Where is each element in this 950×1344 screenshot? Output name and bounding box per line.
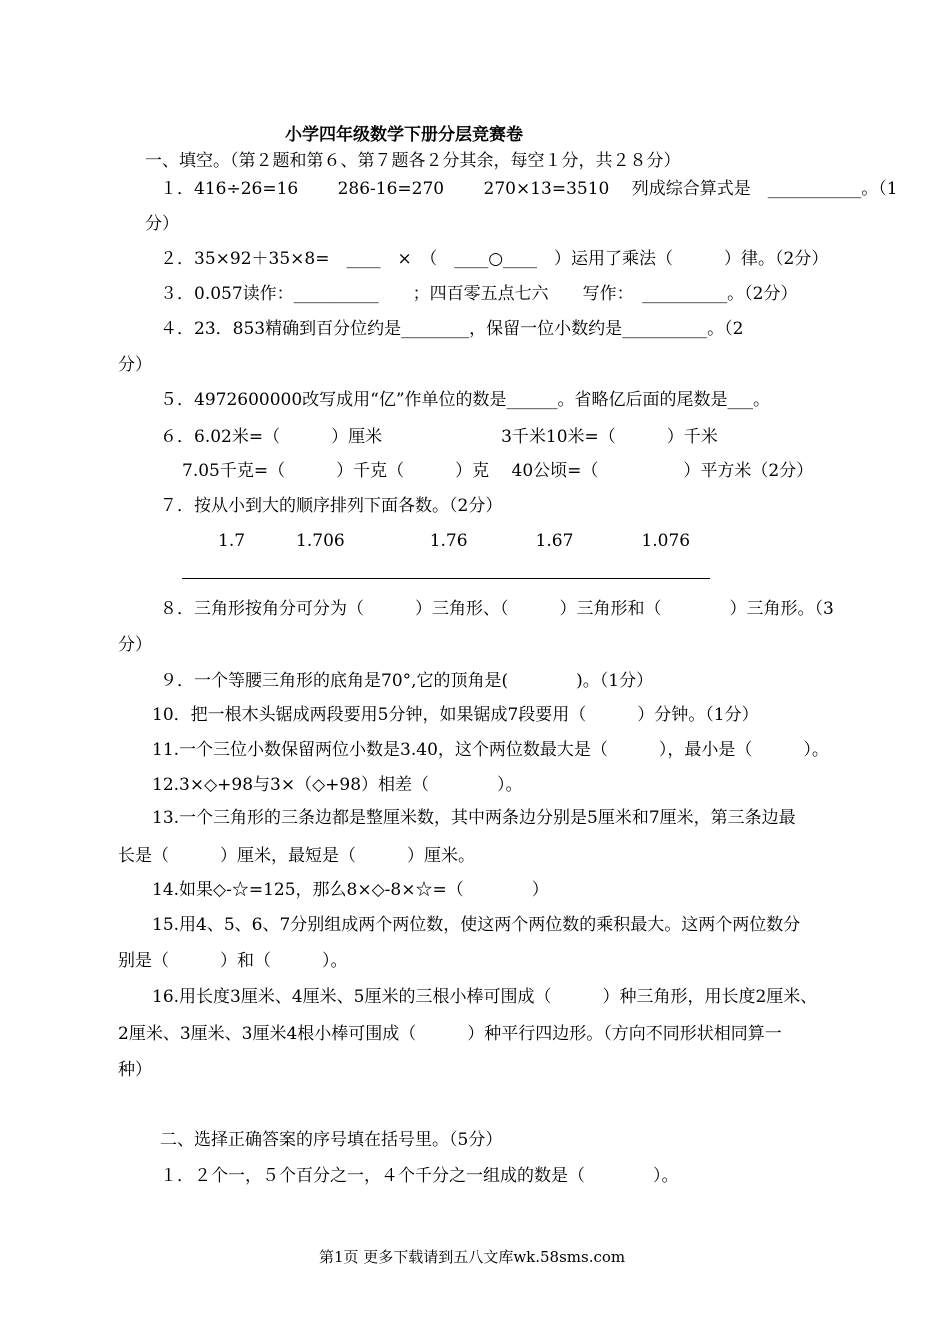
question-line: 长是（ ）厘米，最短是（ ）厘米。	[118, 846, 475, 866]
question-line: 16.用长度3厘米、4厘米、5厘米的三根小棒可围成（ ）种三角形，用长度2厘米、	[152, 987, 818, 1007]
question-line: ３．0.057读作：__________ ；四百零五点七六 写作： __________。（2分）	[160, 284, 798, 304]
question-line: 15.用4、5、6、7分别组成两个两位数，使这两个两位数的乘积最大。这两个两位数分	[152, 915, 801, 935]
section2-heading: 二、选择正确答案的序号填在括号里。（5分）	[160, 1130, 503, 1150]
question-line: ８．三角形按角分可分为（ ）三角形、（ ）三角形和（ ）三角形。（3	[160, 599, 834, 619]
question-line: 分）	[118, 635, 152, 655]
question-line: 11.一个三位小数保留两位小数是3.40，这个两位数最大是（ ），最小是（ ）。	[152, 740, 829, 760]
question-line: 2厘米、3厘米、3厘米4根小棒可围成（ ）种平行四边形。（方向不同形状相同算一	[118, 1024, 782, 1044]
number-list: 1.7 1.706 1.76 1.67 1.076	[218, 531, 691, 551]
question-line: 12.3×◇+98与3×（◇+98）相差（ ）。	[152, 775, 523, 795]
question-line: 别是（ ）和（ ）。	[118, 951, 348, 971]
question-line: ５．4972600000改写成用“亿”作单位的数是______。省略亿后面的尾数是___。	[160, 390, 771, 410]
question-line: １．416÷26=16 286-16=270 270×13=3510 列成综合算式是 ___________。（1	[160, 179, 898, 199]
question-line: ６．6.02米=（ ）厘米 3千米10米=（ ）千米	[160, 427, 718, 447]
question-line: 分）	[118, 355, 152, 375]
question-line: 种）	[118, 1060, 152, 1080]
page-title: 小学四年级数学下册分层竞赛卷	[285, 125, 523, 145]
question-line: １．２个一，５个百分之一，４个千分之一组成的数是（ ）。	[160, 1166, 679, 1186]
question-line: 7.05千克=（ ）千克（ ）克 40公顷=（ ）平方米（2分）	[182, 461, 814, 481]
answer-line	[182, 578, 710, 579]
page-footer: 第1页 更多下载请到五八文库wk.58sms.com	[319, 1248, 626, 1266]
section1-heading: 一、填空。（第２题和第６、第７题各２分其余，每空１分，共２８分）	[145, 151, 681, 171]
question-line: ７．按从小到大的顺序排列下面各数。（2分）	[160, 496, 503, 516]
question-line: 13.一个三角形的三条边都是整厘米数，其中两条边分别是5厘米和7厘米，第三条边最	[152, 808, 796, 828]
question-line: ９．一个等腰三角形的底角是70°,它的顶角是( )。（1分）	[160, 671, 654, 691]
question-line: 分）	[145, 214, 179, 234]
question-line: 10．把一根木头锯成两段要用5分钟，如果锯成7段要用（ ）分钟。（1分）	[152, 705, 759, 725]
question-line: ４．23．853精确到百分位约是________，保留一位小数约是__________。（2	[160, 319, 744, 339]
question-line: 14.如果◇-☆=125，那么8×◇-8×☆=（ ）	[152, 880, 549, 900]
question-line: ２．35×92＋35×8= ____ × （ ____○____ ）运用了乘法（ ）律。（2分）	[160, 249, 829, 269]
